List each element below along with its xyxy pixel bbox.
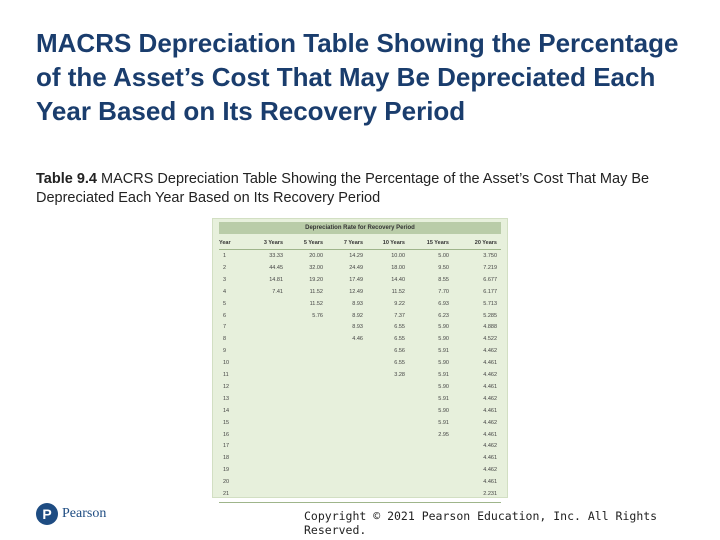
table-cell: 4.462	[483, 372, 497, 378]
table-cell: 11	[223, 372, 229, 378]
table-row	[213, 476, 509, 488]
table-cell: 5.91	[438, 348, 449, 355]
column-header: 7 Years	[343, 240, 363, 246]
table-cell: 8.93	[352, 324, 363, 331]
table-row	[213, 286, 509, 298]
table-cell: 8	[223, 336, 227, 343]
table-cell: 3	[223, 276, 227, 283]
slide-title: MACRS Depreciation Table Showing the Percentage of the Asset’s Cost That May Be Depreciated Each Year Based on Its Recovery Period	[36, 28, 679, 126]
table-cell: 5.90	[438, 407, 449, 414]
table-cell: 1	[223, 253, 227, 259]
table-cell: 12	[223, 383, 230, 390]
table-row	[213, 369, 509, 381]
table-cell: 2.231	[483, 491, 497, 497]
table-cell: 10.00	[391, 253, 405, 259]
table-cell: 4.462	[483, 395, 497, 402]
table-cell: 7.70	[438, 288, 449, 295]
table-row	[213, 274, 509, 286]
table-cell: 3.750	[483, 253, 497, 259]
table-cell: 14	[223, 407, 230, 414]
table-row	[213, 262, 509, 274]
pearson-logo-icon: P	[36, 503, 58, 525]
table-cell: 8.93	[352, 300, 363, 307]
table-row	[213, 321, 509, 333]
table-cell: 5.00	[438, 253, 449, 259]
table-cell: 19	[223, 467, 230, 474]
table-cell: 12.49	[349, 288, 363, 295]
table-row	[213, 452, 509, 464]
table-bottom-rule	[219, 502, 501, 503]
pearson-logo	[36, 503, 106, 525]
table-row	[213, 381, 509, 393]
table-cell: 14.81	[269, 276, 283, 283]
table-row	[213, 393, 509, 405]
table-cell: 4.461	[483, 383, 497, 390]
table-cell: 19.20	[309, 276, 323, 283]
table-cell: 5	[223, 300, 227, 307]
table-cell: 7.219	[483, 264, 497, 271]
table-cell: 13	[223, 395, 230, 402]
table-cell: 7.41	[272, 288, 283, 295]
table-row	[213, 333, 509, 345]
table-row	[213, 298, 509, 310]
table-cell: 6.55	[394, 324, 405, 331]
table-cell: 9.22	[394, 300, 405, 307]
table-cell: 5.91	[438, 372, 449, 378]
table-cell: 6.55	[394, 336, 405, 343]
table-cell: 4.46	[352, 336, 363, 343]
table-cell: 16	[223, 431, 230, 438]
table-cell: 7.37	[394, 312, 405, 319]
table-cell: 21	[223, 491, 230, 497]
table-cell: 4.522	[483, 336, 497, 343]
table-cell: 6.23	[438, 312, 449, 319]
table-row	[213, 464, 509, 476]
table-column-headers	[213, 237, 509, 249]
table-cell: 4.462	[483, 419, 497, 426]
copyright-footer: Copyright © 2021 Pearson Education, Inc. All Rights Reserved.	[304, 509, 658, 537]
table-row	[213, 345, 509, 357]
table-cell: 4	[223, 288, 227, 295]
table-cell: 5.713	[483, 300, 497, 307]
table-cell: 9.50	[438, 264, 449, 271]
table-cell: 4.461	[483, 431, 497, 438]
table-cell: 11.52	[309, 288, 323, 295]
table-cell: 2	[223, 264, 227, 271]
table-cell: 6.56	[394, 348, 405, 355]
column-header: 5 Years	[303, 240, 323, 246]
table-cell: 44.45	[269, 264, 283, 271]
table-cell: 17.49	[349, 276, 363, 283]
table-cell: 3.28	[394, 372, 405, 378]
table-cell: 4.461	[483, 455, 497, 462]
table-cell: 17	[223, 443, 230, 450]
table-cell: 4.888	[483, 324, 497, 331]
table-cell: 7	[223, 324, 227, 331]
table-cell: 4.462	[483, 443, 497, 450]
table-cell: 8.92	[352, 312, 363, 319]
table-cell: 11.52	[391, 288, 405, 295]
table-cell: 5.285	[483, 312, 497, 319]
table-cell: 32.00	[309, 264, 323, 271]
macrs-table-image	[212, 218, 508, 498]
table-cell: 5.90	[438, 383, 449, 390]
table-cell: 10	[223, 360, 230, 367]
table-row	[213, 310, 509, 322]
table-cell: 5.91	[438, 395, 449, 402]
table-cell: 5.90	[438, 324, 449, 331]
table-heading: Depreciation Rate for Recovery Period	[219, 222, 501, 234]
table-cell: 4.461	[483, 407, 497, 414]
table-row	[213, 357, 509, 369]
caption-label: Table 9.4	[36, 171, 97, 187]
column-header: 20 Years	[474, 240, 497, 246]
table-cell: 2.95	[438, 431, 449, 438]
column-header: 10 Years	[382, 240, 405, 246]
table-cell: 6.93	[438, 300, 449, 307]
table-row	[213, 405, 509, 417]
table-cell: 4.462	[483, 348, 497, 355]
table-cell: 5.90	[438, 360, 449, 367]
table-row	[213, 250, 509, 262]
table-cell: 4.461	[483, 479, 497, 486]
table-cell: 9	[223, 348, 227, 355]
table-cell: 8.55	[438, 276, 449, 283]
table-cell: 14.40	[391, 276, 405, 283]
table-cell: 24.49	[349, 264, 363, 271]
table-caption	[36, 170, 696, 208]
table-row	[213, 440, 509, 452]
pearson-logo-text: Pearson	[62, 506, 107, 521]
table-cell: 11.52	[309, 300, 323, 307]
table-cell: 6	[223, 312, 227, 319]
table-cell: 20.00	[309, 253, 323, 259]
table-cell: 4.462	[483, 467, 497, 474]
caption-text: MACRS Depreciation Table Showing the Percentage of the Asset’s Cost That May Be Depreciated Each Year Based on Its Recovery Period	[36, 171, 650, 206]
table-cell: 5.76	[312, 312, 323, 319]
table-cell: 20	[223, 479, 230, 486]
table-cell: 5.90	[438, 336, 449, 343]
table-cell: 33.33	[269, 253, 283, 259]
table-row	[213, 488, 509, 500]
column-header: 15 Years	[426, 240, 449, 246]
table-cell: 4.461	[483, 360, 497, 367]
table-cell: 6.677	[483, 276, 497, 283]
column-header: Year	[219, 240, 231, 246]
table-cell: 18.00	[391, 264, 405, 271]
table-cell: 15	[223, 419, 230, 426]
table-cell: 14.29	[349, 253, 363, 259]
table-cell: 6.55	[394, 360, 405, 367]
table-cell: 6.177	[483, 288, 497, 295]
table-row	[213, 429, 509, 441]
column-header: 3 Years	[263, 240, 283, 246]
table-cell: 5.91	[438, 419, 449, 426]
table-cell: 18	[223, 455, 230, 462]
table-row	[213, 417, 509, 429]
